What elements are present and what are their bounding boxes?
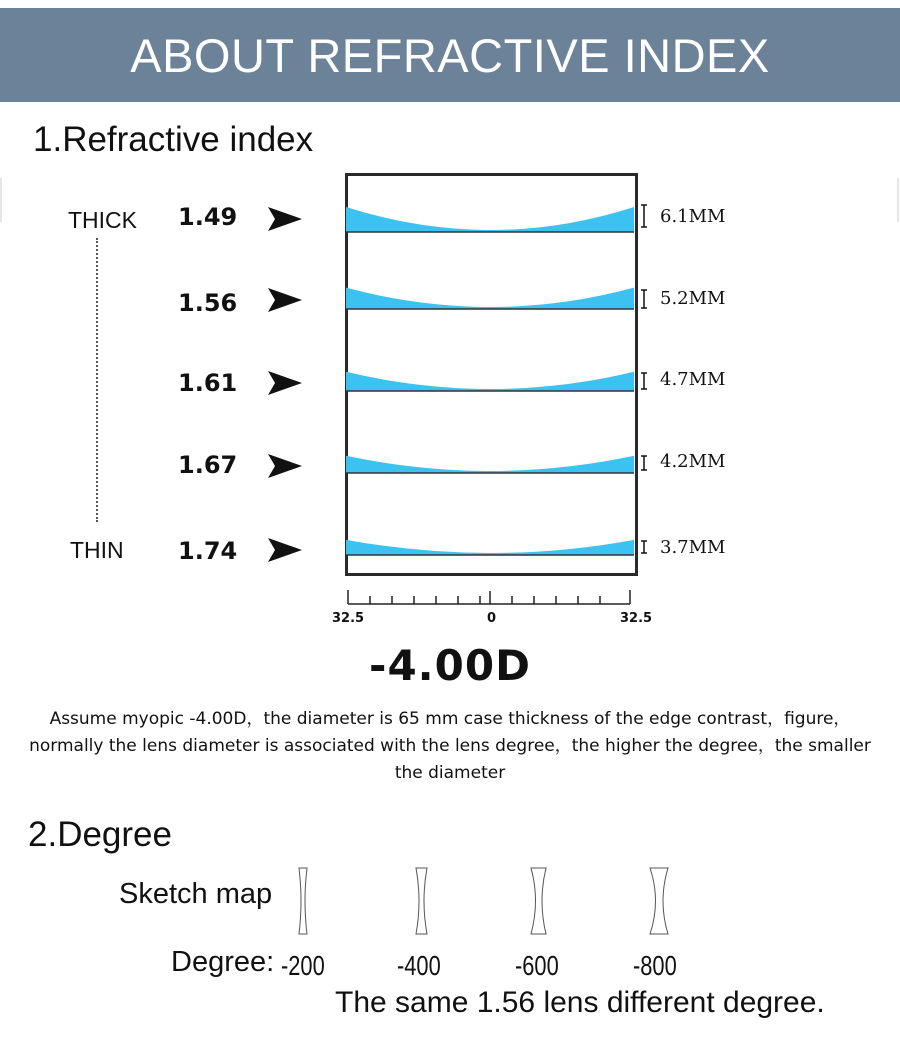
sketch-map-label: Sketch map — [119, 878, 273, 910]
arrow-right-icon — [268, 371, 302, 395]
scale-right-label: 32.5 — [620, 611, 653, 626]
thickness-scale-dotted-line — [96, 238, 98, 522]
scale-left-label: 32.5 — [332, 611, 365, 626]
thickness-bracket-icon — [638, 455, 650, 471]
thin-label: THIN — [70, 537, 124, 563]
lens-section — [346, 207, 634, 232]
refractive-index-value: 1.67 — [178, 451, 238, 479]
diameter-scale-ruler — [340, 588, 640, 610]
arrow-right-icon — [268, 454, 302, 478]
lens-sketch-icon — [413, 866, 431, 936]
refractive-index-value: 1.74 — [178, 537, 238, 565]
degree-value: -800 — [633, 950, 677, 981]
lens-shape — [346, 288, 634, 309]
lens-power-label: -4.00D — [369, 641, 531, 690]
lens-section — [346, 372, 634, 391]
section1-title: 1.Refractive index — [33, 120, 314, 159]
lens-shape — [346, 207, 634, 232]
right-edge-mark — [897, 178, 899, 222]
degree-label: Degree: — [171, 946, 275, 978]
arrow-right-icon — [268, 288, 302, 312]
description-text: Assume myopic -4.00D，the diameter is 65 mm case thickness of the edge contrast，figure，normally the lens diameter is associated with the lens degree，the higher the degree，the smaller the diameter — [29, 709, 871, 783]
lens-section — [346, 456, 634, 473]
degree-value: -600 — [515, 950, 559, 981]
page-title: ABOUT REFRACTIVE INDEX — [130, 29, 770, 82]
lens-sketch-icon — [296, 866, 312, 936]
header-banner — [0, 8, 900, 102]
lens-sketch-icon — [529, 866, 549, 936]
thickness-bracket-icon — [638, 289, 650, 309]
thickness-bracket-icon — [638, 372, 650, 390]
scale-center-label: 0 — [487, 611, 497, 626]
edge-thickness-label: 6.1MM — [660, 206, 726, 227]
lens-shape — [346, 456, 634, 473]
edge-thickness-label: 4.2MM — [660, 451, 726, 472]
lens-cross-sections — [346, 176, 636, 574]
refractive-index-value: 1.56 — [178, 289, 238, 317]
degree-value: -400 — [397, 950, 441, 981]
edge-thickness-label: 5.2MM — [660, 288, 726, 309]
lens-sketch-icon — [648, 866, 670, 936]
thickness-bracket-icon — [638, 204, 650, 228]
thickness-bracket-icon — [638, 540, 650, 554]
section2-title: 2.Degree — [28, 815, 172, 854]
refractive-index-value: 1.49 — [178, 203, 238, 231]
edge-thickness-label: 4.7MM — [660, 369, 726, 390]
arrow-right-icon — [268, 207, 302, 231]
left-edge-mark — [0, 178, 2, 222]
edge-thickness-label: 3.7MM — [660, 537, 726, 558]
thick-label: THICK — [68, 207, 137, 233]
degree-value: -200 — [281, 950, 325, 981]
lens-shape — [346, 540, 634, 555]
footnote-text: The same 1.56 lens different degree. — [335, 986, 825, 1019]
lens-section — [346, 540, 634, 555]
arrow-right-icon — [268, 538, 302, 562]
refractive-index-value: 1.61 — [178, 369, 238, 397]
lens-section — [346, 288, 634, 309]
lens-shape — [346, 372, 634, 391]
